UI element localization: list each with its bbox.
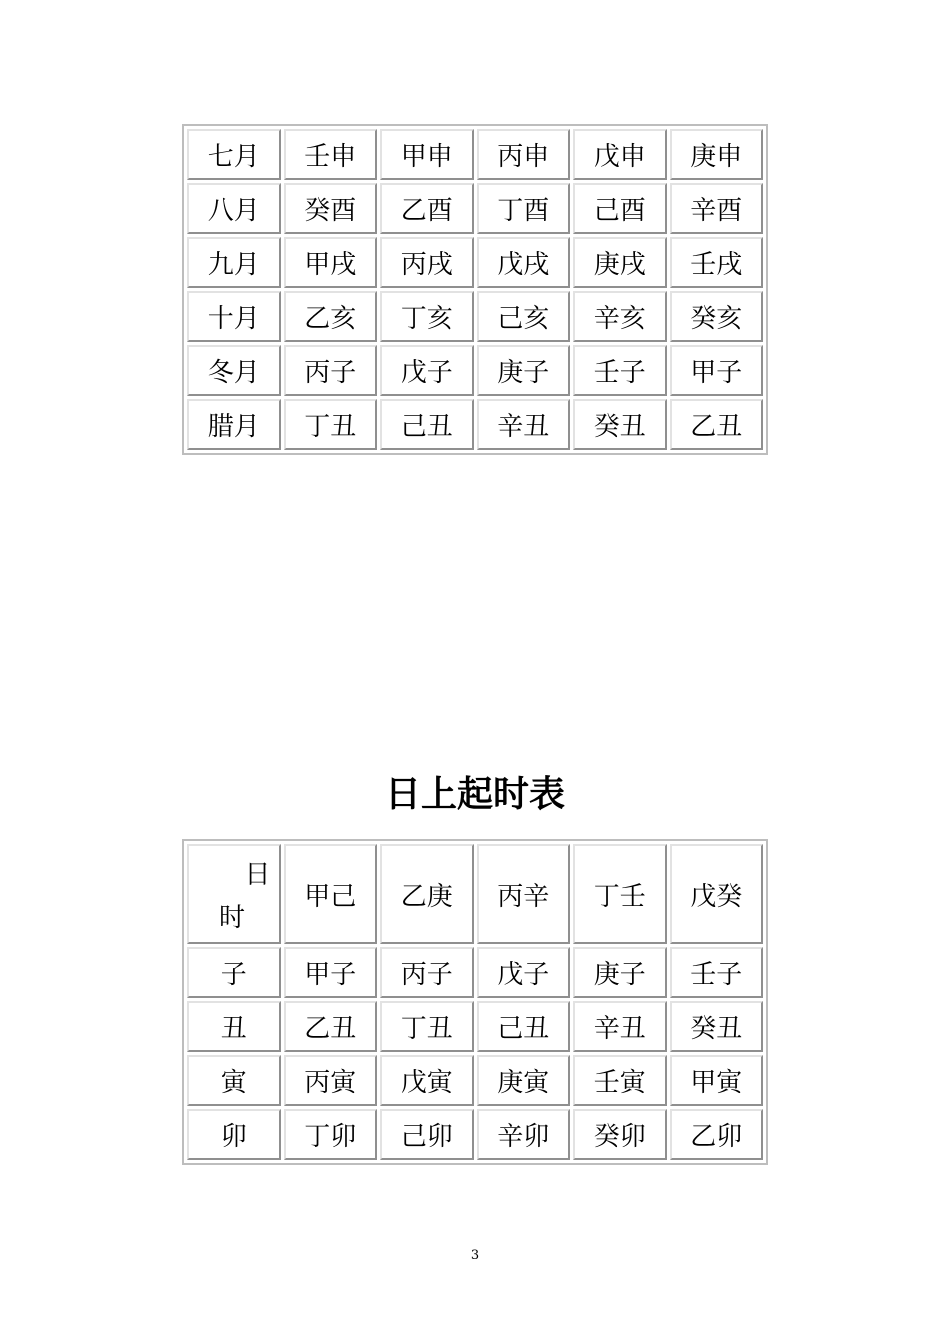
table-cell: 庚申 [670,129,764,180]
table-row [187,399,763,450]
table-cell: 丁卯 [284,1109,378,1160]
month-stem-branch-table [182,124,768,455]
table-cell: 丙寅 [284,1055,378,1106]
table-cell: 丙戌 [380,237,474,288]
page-number: 3 [470,1248,480,1263]
table-cell: 庚子 [573,947,667,998]
table-cell: 辛卯 [477,1109,571,1160]
corner-header-cell [187,844,281,944]
column-header: 丙辛 [477,844,571,944]
table-cell: 己丑 [477,1001,571,1052]
table-cell: 己卯 [380,1109,474,1160]
corner-day-label: 日 [244,860,271,890]
hour-cell: 丑 [187,1001,281,1052]
table-cell: 甲子 [670,345,764,396]
table-cell: 辛亥 [573,291,667,342]
month-cell: 十月 [187,291,281,342]
table-row [187,1055,763,1106]
table-row [187,237,763,288]
month-cell: 腊月 [187,399,281,450]
month-cell: 冬月 [187,345,281,396]
table-cell: 癸酉 [284,183,378,234]
table-row [187,947,763,998]
table-cell: 癸丑 [573,399,667,450]
month-cell: 七月 [187,129,281,180]
table-cell: 己丑 [380,399,474,450]
month-cell: 八月 [187,183,281,234]
table-cell: 庚寅 [477,1055,571,1106]
table-cell: 癸丑 [670,1001,764,1052]
month-cell: 九月 [187,237,281,288]
hour-cell: 寅 [187,1055,281,1106]
table-cell: 己亥 [477,291,571,342]
table-cell: 壬申 [284,129,378,180]
table-cell: 戊申 [573,129,667,180]
table-cell: 丙子 [284,345,378,396]
table-row [187,129,763,180]
table-cell: 癸亥 [670,291,764,342]
hour-cell: 卯 [187,1109,281,1160]
table-cell: 乙亥 [284,291,378,342]
table-cell: 己酉 [573,183,667,234]
table-cell: 戊子 [380,345,474,396]
table-cell: 甲戌 [284,237,378,288]
table-cell: 辛酉 [670,183,764,234]
table-cell: 壬子 [573,345,667,396]
page-title: 日上起时表 [384,774,565,815]
table-header-row [187,844,763,944]
table-row [187,183,763,234]
table-cell: 戊寅 [380,1055,474,1106]
table-row [187,1001,763,1052]
table-cell: 丙子 [380,947,474,998]
table-cell: 癸卯 [573,1109,667,1160]
table-cell: 甲寅 [670,1055,764,1106]
table-cell: 壬寅 [573,1055,667,1106]
table-cell: 壬子 [670,947,764,998]
table-row [187,291,763,342]
table-cell: 壬戌 [670,237,764,288]
table-cell: 丁酉 [477,183,571,234]
table-cell: 乙丑 [670,399,764,450]
table-cell: 辛丑 [573,1001,667,1052]
column-header: 乙庚 [380,844,474,944]
table-cell: 庚子 [477,345,571,396]
table-cell: 丁丑 [284,399,378,450]
hour-stem-branch-table [182,839,768,1165]
table-row [187,345,763,396]
table-cell: 丙申 [477,129,571,180]
table-row [187,1109,763,1160]
hour-cell: 子 [187,947,281,998]
table-cell: 甲申 [380,129,474,180]
table-cell: 庚戌 [573,237,667,288]
table-cell: 乙卯 [670,1109,764,1160]
table-cell: 丁亥 [380,291,474,342]
table-cell: 戊子 [477,947,571,998]
table-cell: 戊戌 [477,237,571,288]
column-header: 戊癸 [670,844,764,944]
table-cell: 乙丑 [284,1001,378,1052]
column-header: 甲己 [284,844,378,944]
table-cell: 辛丑 [477,399,571,450]
table-cell: 甲子 [284,947,378,998]
table-cell: 丁丑 [380,1001,474,1052]
corner-hour-label: 时 [219,903,246,933]
column-header: 丁壬 [573,844,667,944]
table-cell: 乙酉 [380,183,474,234]
